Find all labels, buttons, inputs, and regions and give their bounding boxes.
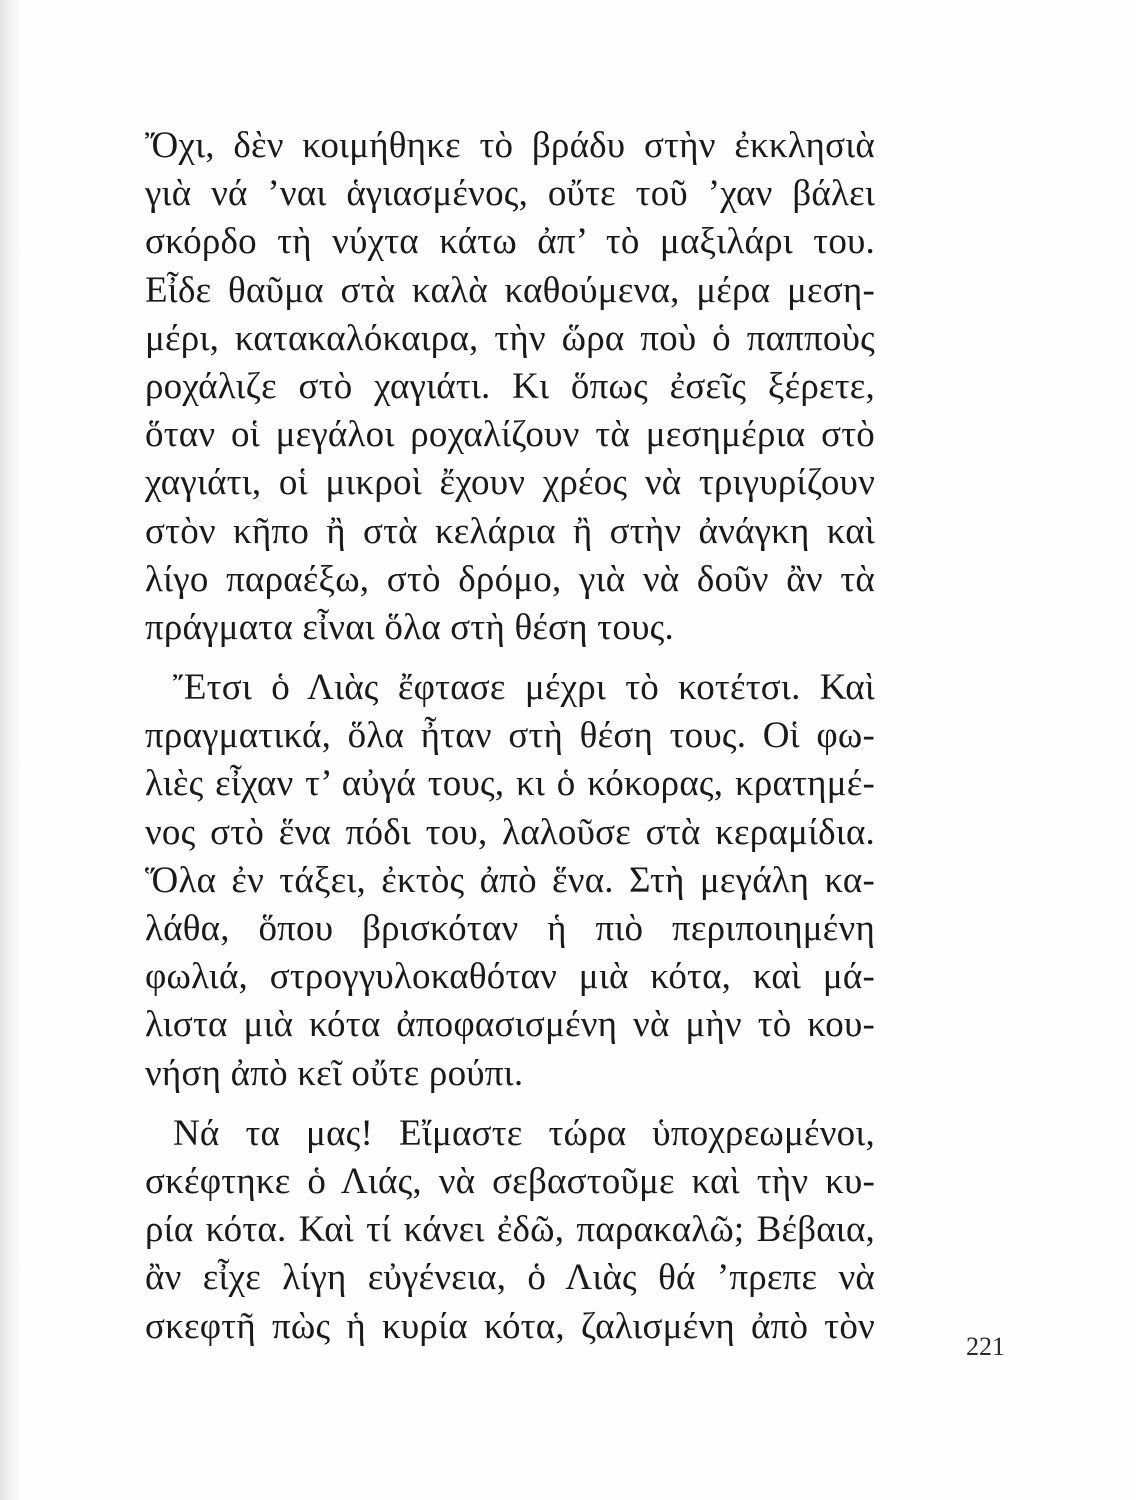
- text-line: φωλιά, στρογγυλοκαθόταν μιὰ κότα, καὶ μά-: [145, 956, 875, 998]
- text-line: νήση ἀπὸ κεῖ οὔτε ρούπι.: [145, 1052, 524, 1094]
- page-edge-shadow: [0, 0, 22, 1500]
- paragraph-1: [145, 122, 875, 652]
- text-line: Ὄχι, δὲν κοιμήθηκε τὸ βράδυ στὴν ἐκκλησιὰ: [145, 125, 875, 166]
- text-line: σκεφτῆ πὼς ἡ κυρία κότα, ζαλισμένη ἀπὸ τὸν: [145, 1305, 875, 1347]
- text-line: μέρι, κατακαλόκαιρα, τὴν ὥρα ποὺ ὁ παπποὺς: [145, 317, 875, 359]
- text-line: νος στὸ ἕνα πόδι του, λαλοῦσε στὰ κεραμίδια.: [145, 811, 875, 853]
- text-line: σκόρδο τὴ νύχτα κάτω ἀπ’ τὸ μαξιλάρι του.: [145, 221, 875, 263]
- text-line: Ὅλα ἐν τάξει, ἐκτὸς ἀπὸ ἕνα. Στὴ μεγάλη κα-: [145, 859, 875, 901]
- text-line: λιὲς εἶχαν τ’ αὐγά τους, κι ὁ κόκορας, κρατημέ-: [145, 763, 875, 805]
- text-line: Ἔτσι ὁ Λιὰς ἔφτασε μέχρι τὸ κοτέτσι. Καὶ: [173, 667, 875, 709]
- paragraph-3: [145, 1110, 875, 1351]
- text-line: γιὰ νά ’ναι ἁγιασμένος, οὔτε τοῦ ’χαν βάλει: [145, 173, 875, 215]
- text-line: λάθα, ὅπου βρισκόταν ἡ πιὸ περιποιημένη: [145, 908, 875, 949]
- text-line: ροχάλιζε στὸ χαγιάτι. Κι ὅπως ἐσεῖς ξέρετε,: [145, 365, 875, 407]
- text-line: πράγματα εἶναι ὅλα στὴ θέση τους.: [145, 606, 674, 648]
- text-line: στὸν κῆπο ἢ στὰ κελάρια ἢ στὴν ἀνάγκη καὶ: [145, 510, 875, 552]
- text-line: χαγιάτι, οἱ μικροὶ ἔχουν χρέος νὰ τριγυρίζουν: [145, 462, 875, 504]
- text-line: ὅταν οἱ μεγάλοι ροχαλίζουν τὰ μεσημέρια στὸ: [145, 414, 875, 456]
- text-line: σκέφτηκε ὁ Λιάς, νὰ σεβαστοῦμε καὶ τὴν κυ-: [145, 1160, 875, 1202]
- text-line: λιστα μιὰ κότα ἀποφασισμένη νὰ μὴν τὸ κου-: [145, 1004, 875, 1046]
- paragraph-gap: [145, 652, 875, 664]
- page-number: 221: [966, 1332, 1005, 1361]
- text-block: [145, 122, 875, 1351]
- text-line: Εἶδε θαῦμα στὰ καλὰ καθούμενα, μέρα μεση-: [145, 269, 875, 311]
- paragraph-2: [145, 664, 875, 1098]
- text-line: πραγματικά, ὅλα ἦταν στὴ θέση τους. Οἱ φω-: [145, 715, 875, 757]
- paragraph-gap: [145, 1098, 875, 1110]
- text-line: Νά τα μας! Εἴμαστε τώρα ὑποχρεωμένοι,: [173, 1112, 875, 1154]
- text-line: ἂν εἶχε λίγη εὐγένεια, ὁ Λιὰς θά ’πρεπε νὰ: [145, 1257, 875, 1299]
- text-line: λίγο παραέξω, στὸ δρόμο, γιὰ νὰ δοῦν ἂν τὰ: [145, 558, 875, 600]
- text-line: ρία κότα. Καὶ τί κάνει ἐδῶ, παρακαλῶ; Βέβαια,: [145, 1209, 875, 1251]
